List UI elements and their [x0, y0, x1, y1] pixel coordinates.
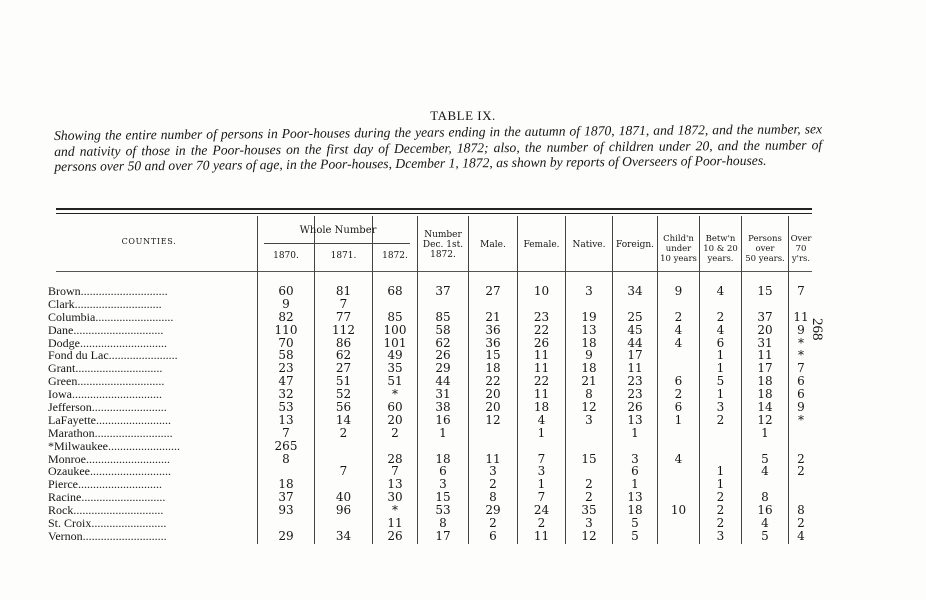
header-native: Native. — [572, 240, 606, 250]
table-row — [0, 465, 926, 478]
table-cell: 2 — [716, 490, 725, 505]
table-cell: 13 — [581, 322, 597, 337]
table-cell: 9 — [797, 400, 805, 415]
table-cell: 3 — [537, 464, 546, 479]
table-cell: 2 — [716, 516, 725, 531]
table-cell: 62 — [435, 335, 451, 350]
table-cell: 26 — [435, 348, 451, 363]
table-cell: 53 — [435, 503, 451, 518]
table-cell: 6 — [716, 335, 725, 350]
table-cell: 8 — [489, 490, 497, 505]
table-cell: 11 — [533, 528, 550, 543]
table-cell: 6 — [674, 400, 683, 415]
header-1870: 1870. — [273, 251, 299, 261]
table-cell: 1 — [537, 477, 546, 492]
county-name: Grant............................. — [48, 362, 163, 376]
table-cell: 9 — [797, 322, 805, 337]
county-name: St. Croix......................... — [48, 517, 167, 531]
table-cell: 31 — [757, 335, 773, 350]
table-cell: 4 — [716, 284, 725, 298]
county-name: Ozaukee........................... — [48, 465, 171, 479]
table-row — [0, 427, 926, 440]
table-cell: 5 — [761, 528, 769, 543]
table-cell: 3 — [585, 412, 593, 427]
table-cell: 7 — [339, 464, 348, 479]
header-foreign: Foreign. — [615, 240, 655, 250]
table-cell: 11 — [533, 361, 550, 376]
table-cell: 265 — [274, 438, 298, 453]
table-cell: 7 — [282, 425, 290, 440]
header-female: Female. — [523, 240, 560, 250]
table-cell: 70 — [278, 335, 294, 350]
table-cell: 1 — [631, 425, 639, 440]
table-cell: 2 — [716, 309, 725, 324]
table-cell: 44 — [435, 374, 451, 389]
county-name: Iowa.............................. — [48, 388, 162, 402]
table-cell: 51 — [335, 374, 352, 389]
table-cell: 62 — [335, 348, 352, 363]
table-title: TABLE IX. — [430, 108, 496, 123]
table-row — [0, 401, 926, 414]
table-cell: 1 — [716, 464, 725, 479]
table-cell: 2 — [797, 516, 805, 531]
table-cell: 10 — [533, 284, 550, 298]
table-cell: 5 — [631, 516, 639, 531]
header-male: Male. — [480, 240, 506, 250]
table-cell: 4 — [674, 322, 683, 337]
table-cell: * — [798, 412, 804, 427]
table-cell: 7 — [537, 451, 546, 466]
table-cell: 15 — [757, 284, 773, 298]
table-cell: 27 — [335, 361, 352, 376]
table-cell: 1 — [537, 425, 546, 440]
table-cell: 22 — [533, 374, 550, 389]
table-cell: 30 — [387, 490, 403, 505]
table-cell: 18 — [485, 361, 501, 376]
table-cell: 5 — [631, 528, 639, 543]
table-cell: 2 — [489, 516, 497, 531]
table-rule-top — [56, 208, 812, 210]
table-cell: 40 — [335, 490, 352, 505]
table-cell: * — [798, 348, 804, 363]
table-row — [0, 285, 926, 298]
table-cell: 1 — [761, 425, 769, 440]
table-cell: 47 — [278, 374, 294, 389]
county-name: Brown............................. — [48, 285, 168, 298]
table-cell: 13 — [627, 412, 643, 427]
county-name: LaFayette......................... — [48, 413, 171, 427]
table-cell: 11 — [627, 361, 643, 376]
table-cell: 17 — [757, 361, 773, 376]
table-cell: 4 — [761, 516, 769, 531]
table-cell: 85 — [387, 309, 403, 324]
table-cell: 36 — [485, 322, 501, 337]
table-cell: 26 — [533, 335, 550, 350]
table-cell: * — [392, 387, 398, 402]
table-row — [0, 324, 926, 337]
table-cell: 8 — [585, 387, 593, 402]
table-row — [0, 504, 926, 517]
table-cell: 101 — [383, 335, 407, 350]
table-cell: 37 — [757, 309, 773, 324]
table-cell: 51 — [387, 374, 403, 389]
table-cell: 45 — [627, 322, 643, 337]
table-cell: 3 — [585, 284, 593, 298]
table-cell: 7 — [391, 464, 399, 479]
header-counties: COUNTIES. — [121, 237, 177, 246]
table-row — [0, 298, 926, 311]
table-row — [0, 517, 926, 530]
table-cell: 18 — [581, 361, 597, 376]
table-cell: 100 — [383, 322, 407, 337]
table-cell: 14 — [335, 412, 352, 427]
table-cell: 29 — [278, 528, 294, 543]
table-cell: 2 — [797, 464, 805, 479]
table-cell: 4 — [674, 451, 683, 466]
table-cell: 20 — [485, 387, 501, 402]
table-cell: 3 — [489, 464, 497, 479]
table-cell: 1 — [674, 412, 683, 427]
table-cell: 10 — [670, 503, 687, 518]
table-row — [0, 440, 926, 453]
table-cell: 21 — [581, 374, 597, 389]
page-number: 268 — [809, 318, 825, 341]
header-1871: 1871. — [330, 251, 357, 261]
table-cell: 8 — [797, 503, 805, 518]
table-cell: 6 — [631, 464, 639, 479]
county-name: Marathon.......................... — [48, 426, 173, 440]
table-cell: 58 — [435, 322, 451, 337]
whole-number-underline — [264, 243, 410, 244]
table-cell: 1 — [716, 477, 725, 492]
table-cell: 4 — [797, 528, 805, 543]
table-row — [0, 362, 926, 375]
table-cell: 6 — [489, 528, 497, 543]
county-name: Racine............................ — [48, 491, 166, 505]
table-cell: 11 — [533, 387, 550, 402]
table-cell: 18 — [581, 335, 597, 350]
table-cell: 9 — [282, 296, 290, 311]
table-cell: 2 — [537, 516, 546, 531]
header-between: Betw'n 10 & 20 years. — [703, 234, 738, 264]
table-cell: 2 — [585, 477, 593, 492]
table-body — [0, 285, 926, 543]
table-cell: 2 — [674, 387, 683, 402]
table-cell: 25 — [627, 309, 643, 324]
table-cell: 53 — [278, 400, 294, 415]
table-cell: 12 — [485, 412, 501, 427]
county-name: Green............................. — [48, 375, 165, 389]
table-cell: 18 — [435, 451, 451, 466]
table-cell: 60 — [278, 284, 294, 298]
table-cell: 1 — [716, 387, 725, 402]
table-cell: 58 — [278, 348, 294, 363]
table-cell: 11 — [757, 348, 773, 363]
table-caption: Showing the entire number of persons in Poor-houses during the years ending in the autumn of 1870, 1871, and 1872, and the number, sex and nativity of those in the Poor-houses on the first day of December, 1872; also, the number of children under 20, and the number of persons over 50 and over 70 years of age, in the Poor-houses, Dcember 1, 1872, as shown by reports of Overseers of Poor-houses. — [54, 121, 823, 175]
table-cell: 16 — [757, 503, 773, 518]
table-cell: 1 — [716, 361, 725, 376]
table-cell: 15 — [581, 451, 597, 466]
table-cell: 44 — [627, 335, 643, 350]
table-cell: 2 — [339, 425, 348, 440]
table-cell: 13 — [278, 412, 294, 427]
table-row — [0, 349, 926, 362]
table-row — [0, 491, 926, 504]
table-cell: 11 — [387, 516, 403, 531]
table-cell: 23 — [278, 361, 294, 376]
header-over70: Over 70 y'rs. — [790, 234, 812, 264]
table-cell: 5 — [716, 374, 725, 389]
table-row — [0, 453, 926, 466]
table-cell: 3 — [631, 451, 639, 466]
table-cell: * — [392, 503, 398, 518]
table-cell: 11 — [485, 451, 501, 466]
table-cell: 2 — [674, 309, 683, 324]
table-row — [0, 337, 926, 350]
table-cell: 11 — [793, 309, 809, 324]
table-cell: 4 — [537, 412, 546, 427]
county-name: Fond du Lac....................... — [48, 349, 178, 363]
table-cell: 15 — [435, 490, 451, 505]
table-cell: 17 — [435, 528, 451, 543]
table-cell: 23 — [533, 309, 550, 324]
header-dec1: Number Dec. 1st. 1872. — [422, 230, 464, 260]
table-cell: 3 — [716, 400, 725, 415]
table-cell: 34 — [335, 528, 352, 543]
table-cell: 18 — [278, 477, 294, 492]
table-cell: 12 — [581, 400, 597, 415]
table-row — [0, 375, 926, 388]
table-cell: 6 — [674, 374, 683, 389]
table-cell: 4 — [674, 335, 683, 350]
table-cell: 8 — [439, 516, 447, 531]
header-over50: Persons over 50 years. — [745, 234, 785, 264]
table-cell: 6 — [797, 387, 805, 402]
table-cell: 3 — [439, 477, 447, 492]
header-children: Child'n under 10 years — [660, 234, 697, 264]
table-cell: 11 — [533, 348, 550, 363]
header-whole-number: Whole Number — [299, 225, 377, 236]
table-cell: 96 — [335, 503, 352, 518]
county-name: Dodge............................. — [48, 336, 167, 350]
table-cell: 18 — [627, 503, 643, 518]
county-name: Monroe............................ — [48, 452, 170, 466]
table-row — [0, 530, 926, 543]
table-cell: 13 — [627, 490, 643, 505]
county-name: Pierce............................ — [48, 478, 162, 492]
table-cell: 82 — [278, 309, 294, 324]
table-cell: 16 — [435, 412, 451, 427]
table-cell: 18 — [533, 400, 550, 415]
table-cell: 27 — [485, 284, 501, 298]
table-row — [0, 478, 926, 491]
table-cell: 2 — [716, 503, 725, 518]
table-cell: 9 — [585, 348, 593, 363]
table-cell: 21 — [485, 309, 501, 324]
table-cell: 24 — [533, 503, 550, 518]
county-name: Rock.............................. — [48, 504, 164, 518]
table-cell: 112 — [332, 322, 355, 337]
table-cell: 7 — [797, 361, 805, 376]
table-cell: 85 — [435, 309, 451, 324]
table-cell: 29 — [485, 503, 501, 518]
table-cell: 56 — [335, 400, 352, 415]
table-cell: 17 — [627, 348, 643, 363]
table-cell: 3 — [585, 516, 593, 531]
table-cell: 12 — [581, 528, 597, 543]
table-cell: 4 — [716, 322, 725, 337]
table-cell: 52 — [335, 387, 352, 402]
table-cell: 1 — [631, 477, 639, 492]
table-cell: 9 — [674, 284, 683, 298]
table-cell: 2 — [489, 477, 497, 492]
table-row — [0, 388, 926, 401]
county-name: Jefferson......................... — [48, 401, 167, 415]
county-name: Vernon............................ — [48, 529, 167, 543]
table-cell: 20 — [757, 322, 773, 337]
table-cell: 6 — [439, 464, 447, 479]
table-cell: 26 — [387, 528, 403, 543]
table-cell: 60 — [387, 400, 403, 415]
table-cell: 15 — [485, 348, 501, 363]
table-cell: 20 — [485, 400, 501, 415]
table-cell: 29 — [435, 361, 451, 376]
table-cell: 34 — [627, 284, 643, 298]
table-cell: 1 — [716, 348, 725, 363]
table-cell: 19 — [581, 309, 597, 324]
table-cell: 28 — [387, 451, 403, 466]
table-cell: 13 — [387, 477, 403, 492]
table-cell: 22 — [485, 374, 501, 389]
table-cell: 49 — [387, 348, 403, 363]
table-cell: 14 — [757, 400, 773, 415]
table-cell: 35 — [581, 503, 597, 518]
table-cell: 2 — [797, 451, 805, 466]
table-cell: 68 — [387, 284, 403, 298]
county-name: Clark............................. — [48, 297, 162, 311]
table-cell: 8 — [282, 451, 290, 466]
table-cell: 1 — [439, 425, 447, 440]
table-cell: 93 — [278, 503, 294, 518]
table-cell: 81 — [335, 284, 352, 298]
table-cell: 86 — [335, 335, 352, 350]
table-cell: 5 — [761, 451, 769, 466]
table-cell: 32 — [278, 387, 294, 402]
county-name: Columbia.......................... — [48, 310, 174, 324]
table-cell: 2 — [716, 412, 725, 427]
table-cell: 18 — [757, 374, 773, 389]
table-cell: 23 — [627, 387, 643, 402]
header-1872: 1872. — [382, 251, 408, 261]
table-row — [0, 414, 926, 427]
table-row — [0, 311, 926, 324]
table-cell: 8 — [761, 490, 769, 505]
table-cell: 2 — [391, 425, 399, 440]
table-cell: 36 — [485, 335, 501, 350]
table-cell: 37 — [435, 284, 451, 298]
table-cell: 37 — [278, 490, 294, 505]
county-name: Dane.............................. — [48, 323, 164, 337]
table-cell: 110 — [274, 322, 298, 337]
table-cell: 7 — [339, 296, 348, 311]
table-cell: 22 — [533, 322, 550, 337]
table-cell: 2 — [585, 490, 593, 505]
county-name: *Milwaukee........................ — [48, 439, 180, 453]
table-cell: 77 — [335, 309, 352, 324]
table-cell: 4 — [761, 464, 769, 479]
table-cell: 20 — [387, 412, 403, 427]
table-cell: 31 — [435, 387, 451, 402]
table-cell: 23 — [627, 374, 643, 389]
table-rule-top-thin — [56, 213, 812, 214]
table-cell: 35 — [387, 361, 403, 376]
table-cell: 18 — [757, 387, 773, 402]
table-cell: 7 — [797, 284, 805, 298]
table-cell: 26 — [627, 400, 643, 415]
table-cell: 6 — [797, 374, 805, 389]
table-cell: * — [798, 335, 804, 350]
table-cell: 3 — [716, 528, 725, 543]
table-cell: 38 — [435, 400, 451, 415]
table-cell: 12 — [757, 412, 773, 427]
table-cell: 7 — [537, 490, 546, 505]
